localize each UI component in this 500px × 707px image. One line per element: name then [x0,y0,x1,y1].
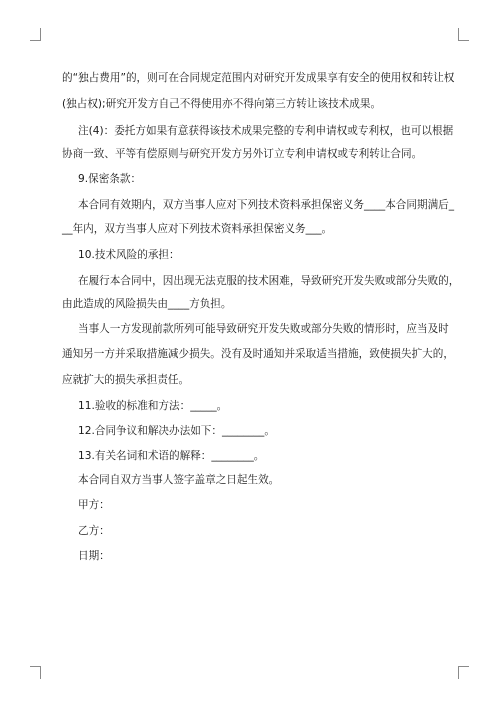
party-a-label: 甲方： [78,499,110,511]
text-line: 的“独占费用”的，则可在合同规定范围内对研究开发成果享有安全的使用权和转让权 [62,72,455,84]
section-11-heading: 11.验收的标准和方法：_____。 [78,400,228,412]
section-9-heading: 9.保密条款： [78,173,142,185]
section-10-heading: 10.技术风险的承担： [78,249,180,261]
text-line: __年内，双方当事人应对下列技术资料承担保密义务___。 [62,223,333,235]
section-12-heading: 12.合同争议和解决办法如下：________。 [78,425,275,437]
text-line: 在履行本合同中，因出现无法克服的技术困难，导致研究开发失败或部分失败的， [78,275,460,287]
crop-mark-bottom-right [458,666,469,679]
crop-mark-bottom-left [30,666,41,679]
date-label: 日期： [78,550,110,562]
crop-mark-top-left [30,28,41,41]
text-line: 协商一致、平等有偿原则与研究开发方另外订立专利申请权或专利转让合同。 [62,148,423,160]
text-line: 由此造成的风险损失由____方负担。 [62,298,232,310]
text-line: (独占权);研究开发方自己不得使用亦不得向第三方转让该技术成果。 [62,98,382,110]
text-line: 当事人一方发现前款所列可能导致研究开发失败或部分失败的情形时，应当及时 [78,323,449,335]
crop-mark-top-right [458,28,469,41]
text-line: 应就扩大的损失承担责任。 [62,374,190,386]
text-line: 通知另一方并采取措施减少损失。没有及时通知并采取适当措施，致使损失扩大的， [62,348,454,360]
effective-clause: 本合同自双方当事人签字盖章之日起生效。 [78,474,280,486]
section-13-heading: 13.有关名词和术语的解释：________。 [78,450,265,462]
note-4-line: 注(4)：委托方如果有意获得该技术成果完整的专利申请权或专利权，也可以根据 [78,125,454,137]
party-b-label: 乙方： [78,525,110,537]
text-line: 本合同有效期内，双方当事人应对下列技术资料承担保密义务____本合同期满后_ [78,199,455,211]
